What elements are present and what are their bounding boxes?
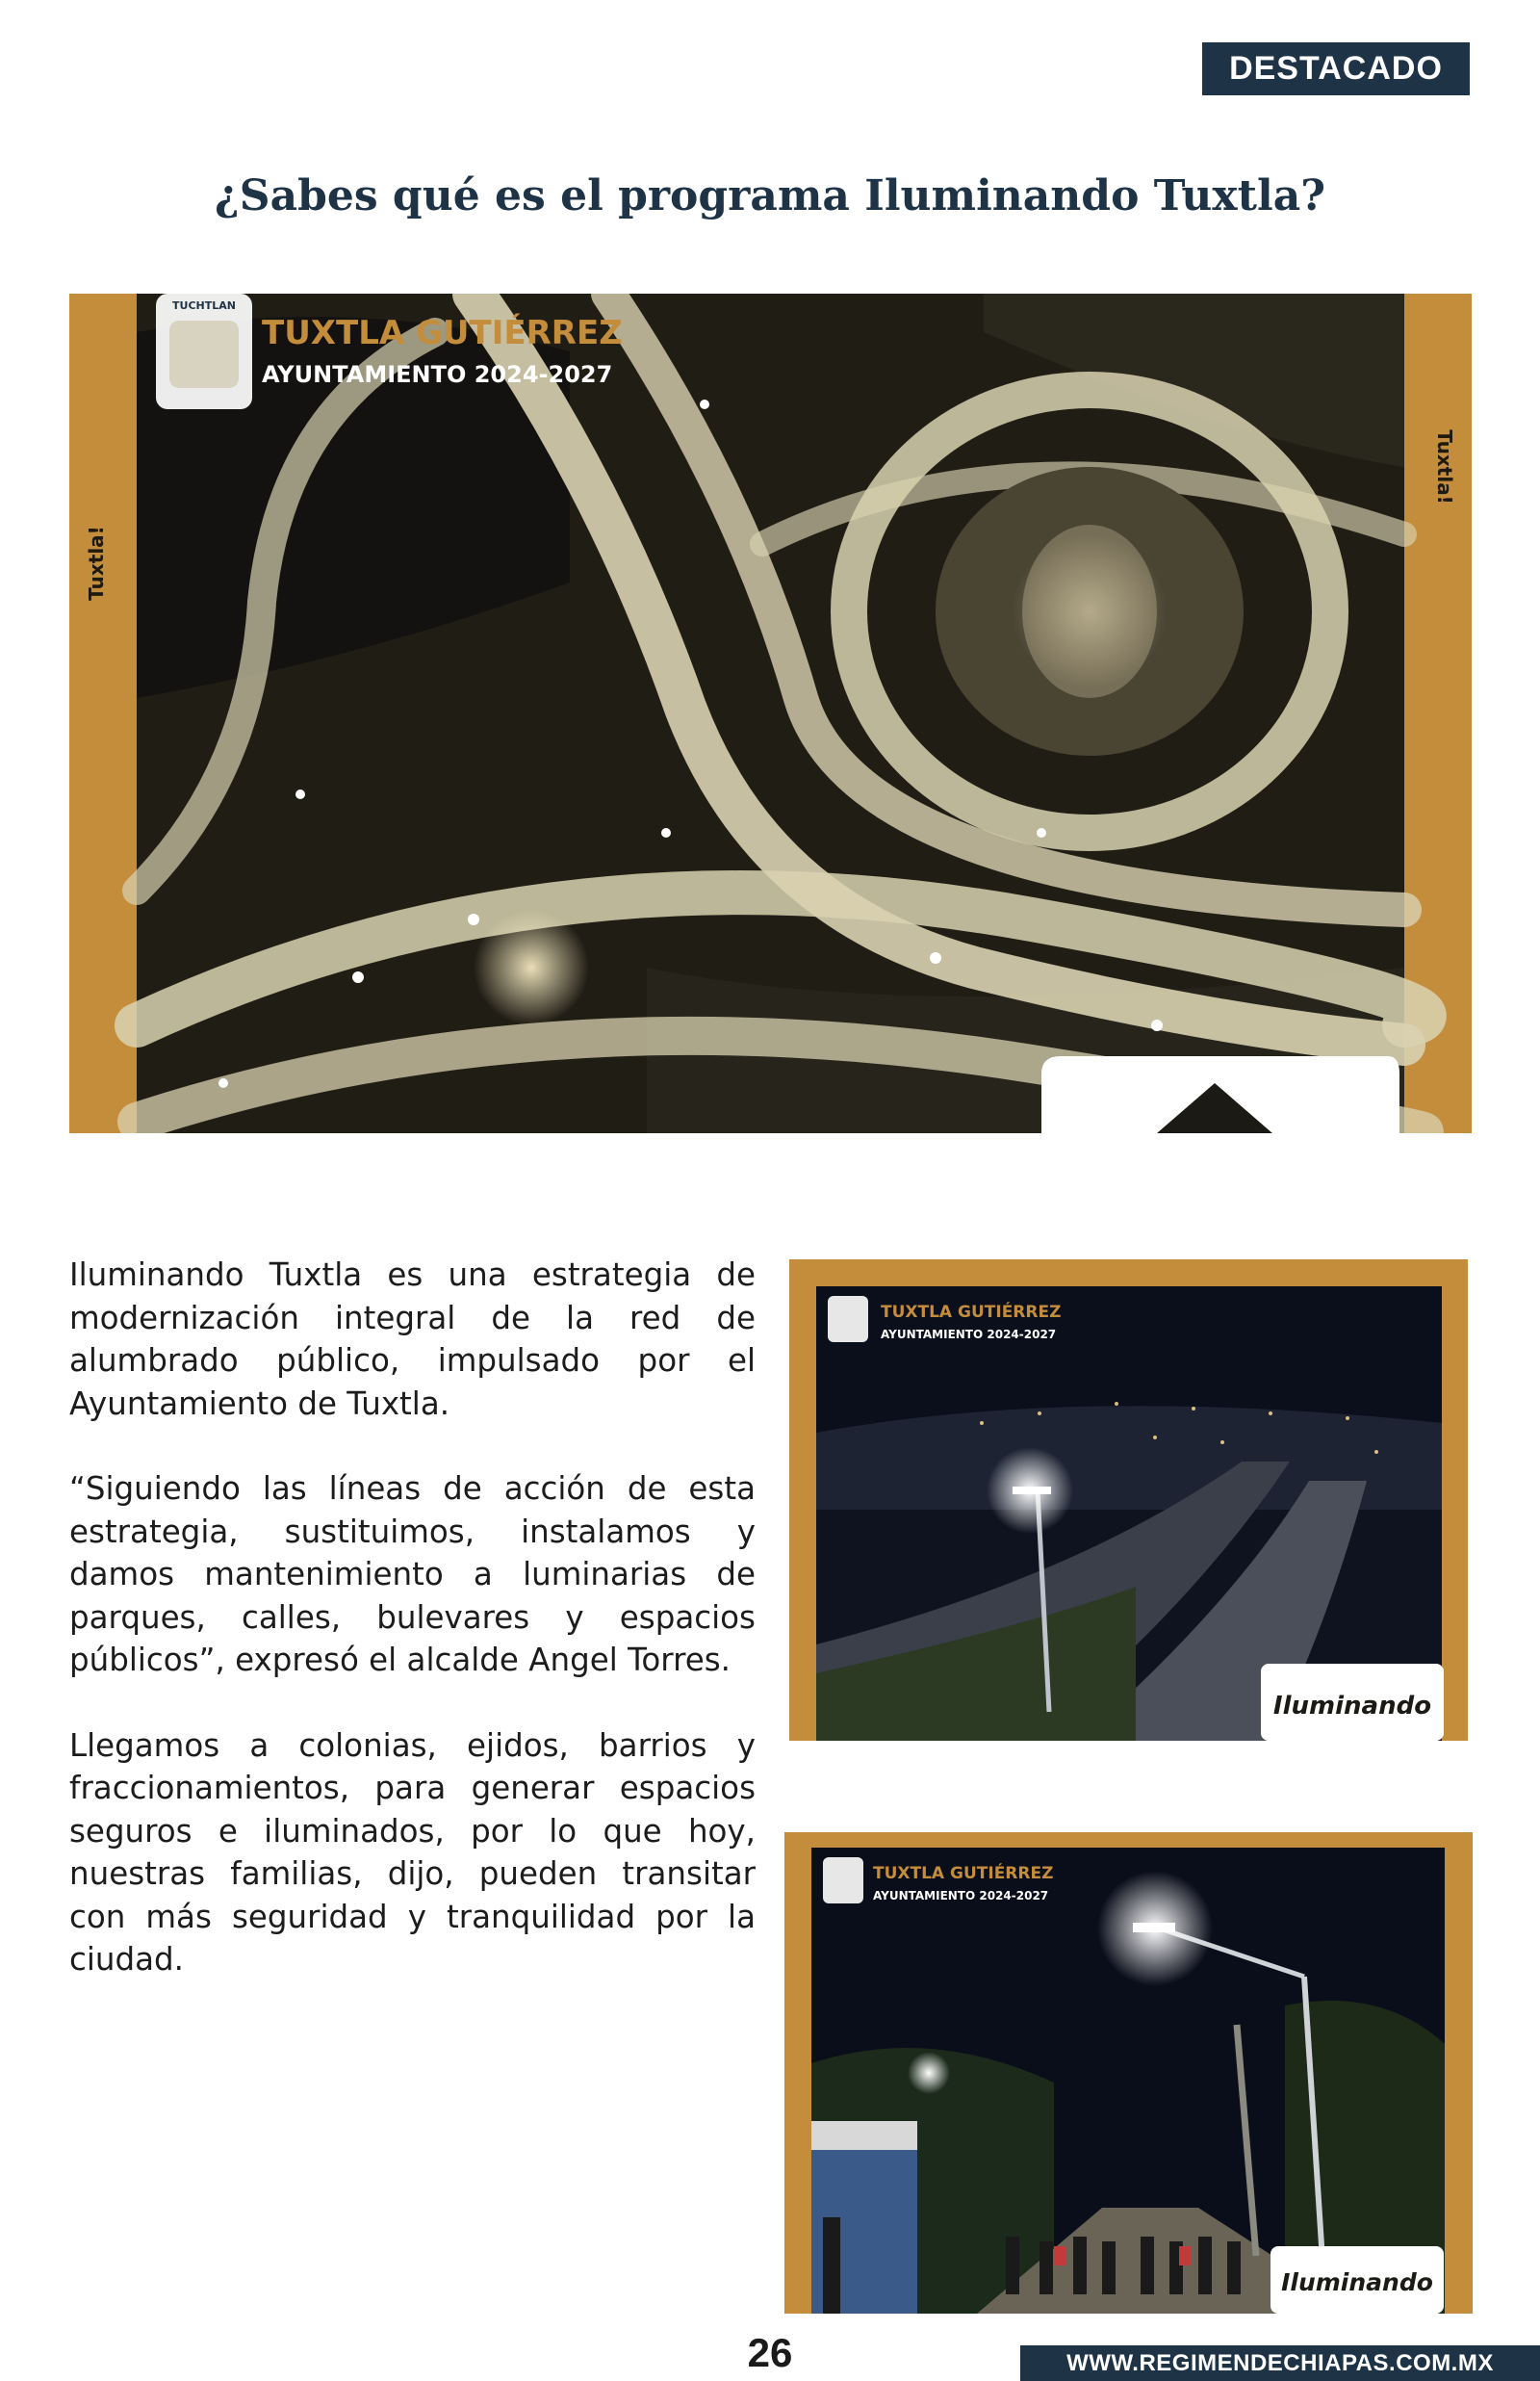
street-lamp-crowd-photo [784,1832,1473,2314]
page-number: 26 [747,2330,793,2375]
ayuntamiento-logo [828,1296,868,1342]
article-paragraph-1: Iluminando Tuxtla es una estrategia de modernización integral de la red de alumbrado público, impulsado por el Ayuntamiento de Tuxtla. [69,1256,756,1422]
ayuntamiento-logo [823,1857,863,1903]
city-label: TUXTLA GUTIÉRREZ [881,1303,1062,1322]
article-body [69,1254,756,2024]
council-label: AYUNTAMIENTO 2024-2027 [881,1328,1057,1341]
program-badge-label: Iluminando [1272,1692,1432,1721]
article-paragraph-3: Llegamos a colonias, ejidos, barrios y fraccionamientos, para generar espacios seguros e iluminados, por lo que hoy, nuestras familias, dijo, pueden transitar con más seguridad y tranquilidad por la ciudad. [69,1726,756,1978]
street-light-panorama-photo [789,1259,1468,1741]
council-label: AYUNTAMIENTO 2024-2027 [262,361,613,388]
page-headline: ¿Sabes qué es el programa Iluminando Tuxtla? [215,171,1325,220]
section-tag: DESTACADO [1202,42,1470,95]
city-label: TUXTLA GUTIÉRREZ [262,314,623,352]
footer-website: WWW.REGIMENDECHIAPAS.COM.MX [1020,2345,1540,2381]
shield-label: TUCHTLAN [172,299,236,312]
council-label: AYUNTAMIENTO 2024-2027 [873,1889,1049,1902]
frame-slogan-left: Tuxtla! [85,526,108,601]
program-badge [1041,1056,1399,1133]
frame-slogan-right: Tuxtla! [1433,429,1456,505]
aerial-interchange-photo [69,294,1472,1133]
article-paragraph-2: “Siguiendo las líneas de acción de esta estrategia, sustituimos, instalamos y damos mantenimiento a luminarias de parques, calles, bulevares y espacios públicos”, expresó el alcalde Angel Torres. [69,1470,756,1678]
city-label: TUXTLA GUTIÉRREZ [873,1864,1054,1883]
program-badge-label: Iluminando [1281,2268,1433,2296]
